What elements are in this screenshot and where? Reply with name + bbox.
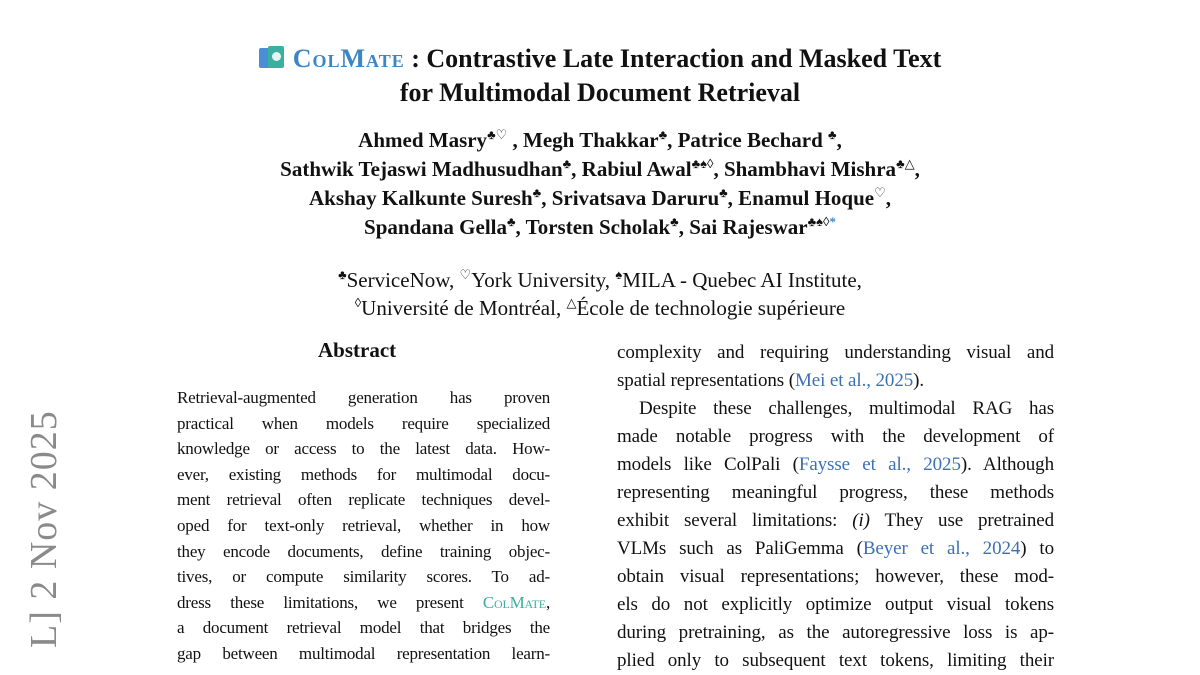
affiliation-line-1 — [0, 266, 1200, 294]
abstract-line-text: dress these limitations, we present — [177, 592, 483, 612]
title-colmate-name: ColMate — [292, 44, 405, 73]
author-marks: ♣♡ — [487, 127, 508, 142]
intro-text: ) to — [1020, 538, 1054, 559]
author-marks: ♣ — [719, 185, 728, 200]
affil-text: ServiceNow, — [346, 268, 460, 292]
author-sep: , — [678, 215, 684, 239]
intro-text: ). — [913, 370, 925, 391]
affil-text: Université de Montréal, — [361, 296, 567, 320]
abstract-line: tives, or compute similarity scores. To ad- — [177, 567, 550, 587]
author-line-3 — [0, 184, 1200, 213]
abstract-line: gap between multimodal representation learn- — [177, 643, 550, 663]
author-name: Sai Rajeswar — [683, 215, 808, 239]
author-name: Megh Thakkar — [517, 128, 659, 152]
intro-line — [617, 535, 1054, 563]
intro-line: obtain visual representations; however, these mod- — [617, 566, 1054, 587]
author-sep: , — [541, 186, 547, 210]
author-marks: ♣ — [507, 214, 516, 229]
abstract-line: oped for text-only retrieval, whether in how — [177, 515, 550, 535]
abstract-line: they encode documents, define training objec- — [177, 541, 550, 561]
author-name: Srivatsava Daruru — [546, 186, 720, 210]
intro-line — [617, 451, 1054, 479]
intro-text: They use pretrained — [869, 510, 1054, 531]
affiliations — [0, 266, 1200, 322]
author-line-4 — [0, 213, 1200, 242]
intro-emphasis: (i) — [852, 510, 870, 531]
abstract-line: a document retrieval model that bridges the — [177, 618, 550, 638]
affil-mark: ♠ — [615, 267, 623, 282]
abstract-line: ever, existing methods for multimodal docu- — [177, 464, 550, 484]
affil-mark: ♡ — [459, 267, 472, 282]
author-marks: ♣ — [670, 214, 679, 229]
author-name: Patrice Bechard — [672, 128, 829, 152]
abstract-line: practical when models require specialized — [177, 413, 550, 433]
author-sep: , — [885, 186, 892, 210]
author-sep: , — [713, 157, 719, 181]
author-marks: ♣♠◊ — [807, 214, 830, 229]
author-line-2 — [0, 155, 1200, 184]
author-sep: , — [507, 128, 518, 152]
citation-link[interactable]: Faysse et al., 2025 — [798, 454, 961, 475]
intro-text: models like ColPali ( — [617, 454, 799, 475]
author-sep: , — [914, 157, 920, 181]
intro-line: representing meaningful progress, these methods — [617, 482, 1054, 503]
abstract-line-with-link — [177, 590, 550, 616]
author-sep: , — [727, 186, 733, 210]
intro-line — [617, 507, 1054, 535]
abstract-line: Retrieval-augmented generation has proven — [177, 388, 550, 407]
author-name: Rabiul Awal — [576, 157, 692, 181]
corresponding-author-mark[interactable]: * — [829, 214, 836, 229]
author-name: Ahmed Masry — [358, 128, 488, 152]
intro-text: spatial representations ( — [617, 370, 795, 391]
author-marks: ♣ — [828, 127, 837, 142]
title-line-2: for Multimodal Document Retrieval — [399, 78, 801, 107]
abstract-line: ment retrieval often replicate techniques devel- — [177, 490, 550, 510]
affil-text: York University, — [471, 268, 616, 292]
author-name: Akshay Kalkunte Suresh — [308, 186, 533, 210]
author-sep: , — [836, 128, 842, 152]
author-name: Shambhavi Mishra — [718, 157, 897, 181]
affil-mark: ♣ — [338, 267, 347, 282]
citation-link[interactable]: Mei et al., 2025 — [794, 370, 914, 391]
author-line-1 — [0, 126, 1200, 155]
intro-line: during pretraining, as the autoregressive loss is ap- — [617, 622, 1054, 643]
affil-text: École de technologie supérieure — [576, 296, 846, 320]
author-marks: ♡ — [874, 185, 886, 200]
title-line-1 — [0, 42, 1200, 76]
affiliation-line-2 — [0, 294, 1200, 322]
author-marks: ♣ — [562, 156, 572, 171]
author-name: Enamul Hoque — [732, 186, 875, 210]
abstract-heading: Abstract — [318, 338, 397, 362]
intro-line — [617, 367, 1054, 395]
intro-line: complexity and requiring understanding visual and — [617, 342, 1054, 363]
abstract-line: knowledge or access to the latest data. How- — [177, 439, 550, 459]
colmate-logo-icon — [259, 46, 287, 70]
paper-title — [0, 42, 1200, 110]
intro-text: ). Although — [960, 454, 1054, 475]
author-sep: , — [571, 157, 577, 181]
colmate-link[interactable]: ColMate — [482, 592, 546, 612]
arxiv-stamp — [22, 388, 68, 648]
intro-line: Despite these challenges, multimodal RAG has — [639, 398, 1054, 419]
author-list — [0, 126, 1200, 242]
intro-text: exhibit several limitations: — [617, 510, 853, 531]
affil-mark: △ — [566, 295, 577, 310]
citation-link[interactable]: Beyer et al., 2024 — [862, 538, 1021, 559]
title-line1-text: : Contrastive Late Interaction and Masked Text — [404, 44, 942, 73]
author-marks: ♣ — [658, 127, 668, 142]
author-name: Spandana Gella — [364, 215, 507, 239]
intro-body — [617, 339, 1054, 675]
author-name: Torsten Scholak — [520, 215, 671, 239]
affil-mark: ◊ — [354, 295, 362, 310]
intro-text: VLMs such as PaliGemma ( — [617, 538, 863, 559]
author-name: Sathwik Tejaswi Madhusudhan — [280, 157, 563, 181]
author-marks: ♣△ — [896, 156, 915, 171]
author-sep: , — [515, 215, 521, 239]
affil-text: MILA - Quebec AI Institute, — [622, 268, 862, 292]
author-marks: ♣♠◊ — [691, 156, 714, 171]
intro-line: els do not explicitly optimize output visual tokens — [617, 594, 1054, 615]
abstract-line-punct: , — [545, 592, 550, 612]
abstract-body — [177, 385, 550, 667]
author-sep: , — [667, 128, 673, 152]
intro-line: made notable progress with the development of — [617, 426, 1054, 447]
author-marks: ♣ — [532, 185, 542, 200]
arxiv-stamp-text: L] 2 Nov 2025 — [23, 410, 65, 648]
intro-line: plied only to subsequent text tokens, limiting their — [617, 650, 1054, 671]
